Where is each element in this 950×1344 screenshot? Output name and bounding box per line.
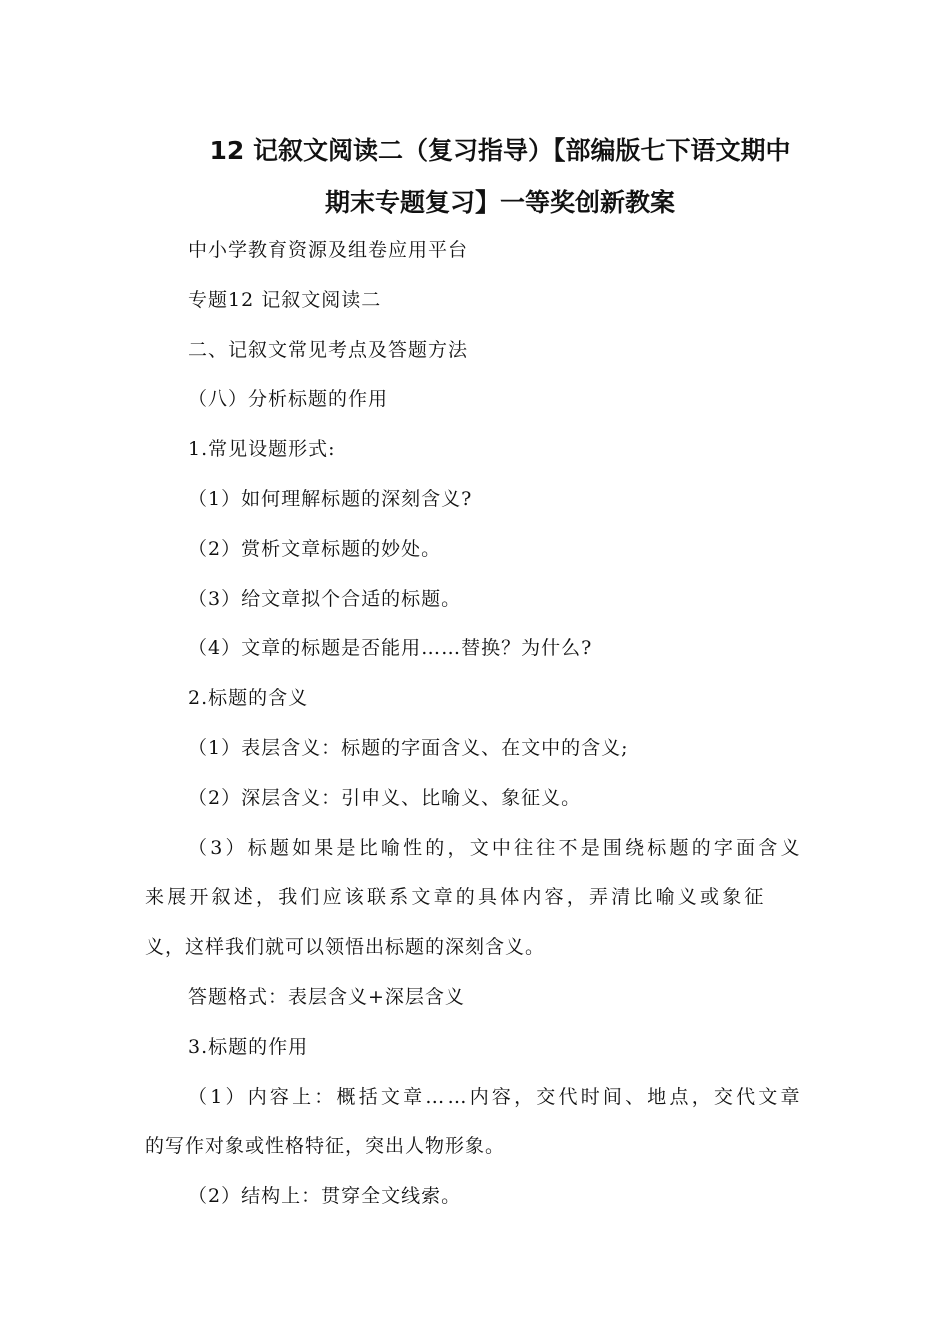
paragraph-line: 2.标题的含义 [188, 687, 309, 709]
paragraph-line: 3.标题的作用 [188, 1036, 309, 1058]
document-title-line-2: 期末专题复习】一等奖创新教案 [324, 188, 675, 217]
paragraph-line: 义，这样我们就可以领悟出标题的深刻含义。 [145, 936, 546, 958]
paragraph-line: 来展开叙述，我们应该联系文章的具体内容，弄清比喻义或象征 [145, 886, 767, 908]
paragraph-line: （2）结构上：贯穿全文线索。 [188, 1185, 462, 1207]
paragraph-line: （2）赏析文章标题的妙处。 [188, 538, 442, 560]
paragraph-line: （1）如何理解标题的深刻含义? [188, 488, 473, 510]
paragraph-line: （3）标题如果是比喻性的，文中往往不是围绕标题的字面含义 [188, 837, 803, 859]
platform-name: 中小学教育资源及组卷应用平台 [188, 239, 469, 261]
subsection-heading: （八）分析标题的作用 [188, 388, 389, 410]
document-title-line-1: 12 记叙文阅读二（复习指导）【部编版七下语文期中 [209, 136, 791, 165]
topic-heading: 专题12 记叙文阅读二 [188, 289, 382, 311]
section-heading: 二、记叙文常见考点及答题方法 [188, 339, 469, 361]
paragraph-line: （1）表层含义：标题的字面含义、在文中的含义; [188, 737, 629, 759]
paragraph-line: （2）深层含义：引申义、比喻义、象征义。 [188, 787, 582, 809]
paragraph-line: （3）给文章拟个合适的标题。 [188, 588, 462, 610]
paragraph-line: 答题格式：表层含义+深层含义 [188, 986, 465, 1008]
paragraph-line: （1）内容上：概括文章……内容，交代时间、地点，交代文章 [188, 1086, 803, 1108]
paragraph-line: 的写作对象或性格特征，突出人物形象。 [145, 1135, 506, 1157]
paragraph-line: （4）文章的标题是否能用……替换？为什么? [188, 637, 593, 659]
paragraph-line: 1.常见设题形式: [188, 438, 336, 460]
